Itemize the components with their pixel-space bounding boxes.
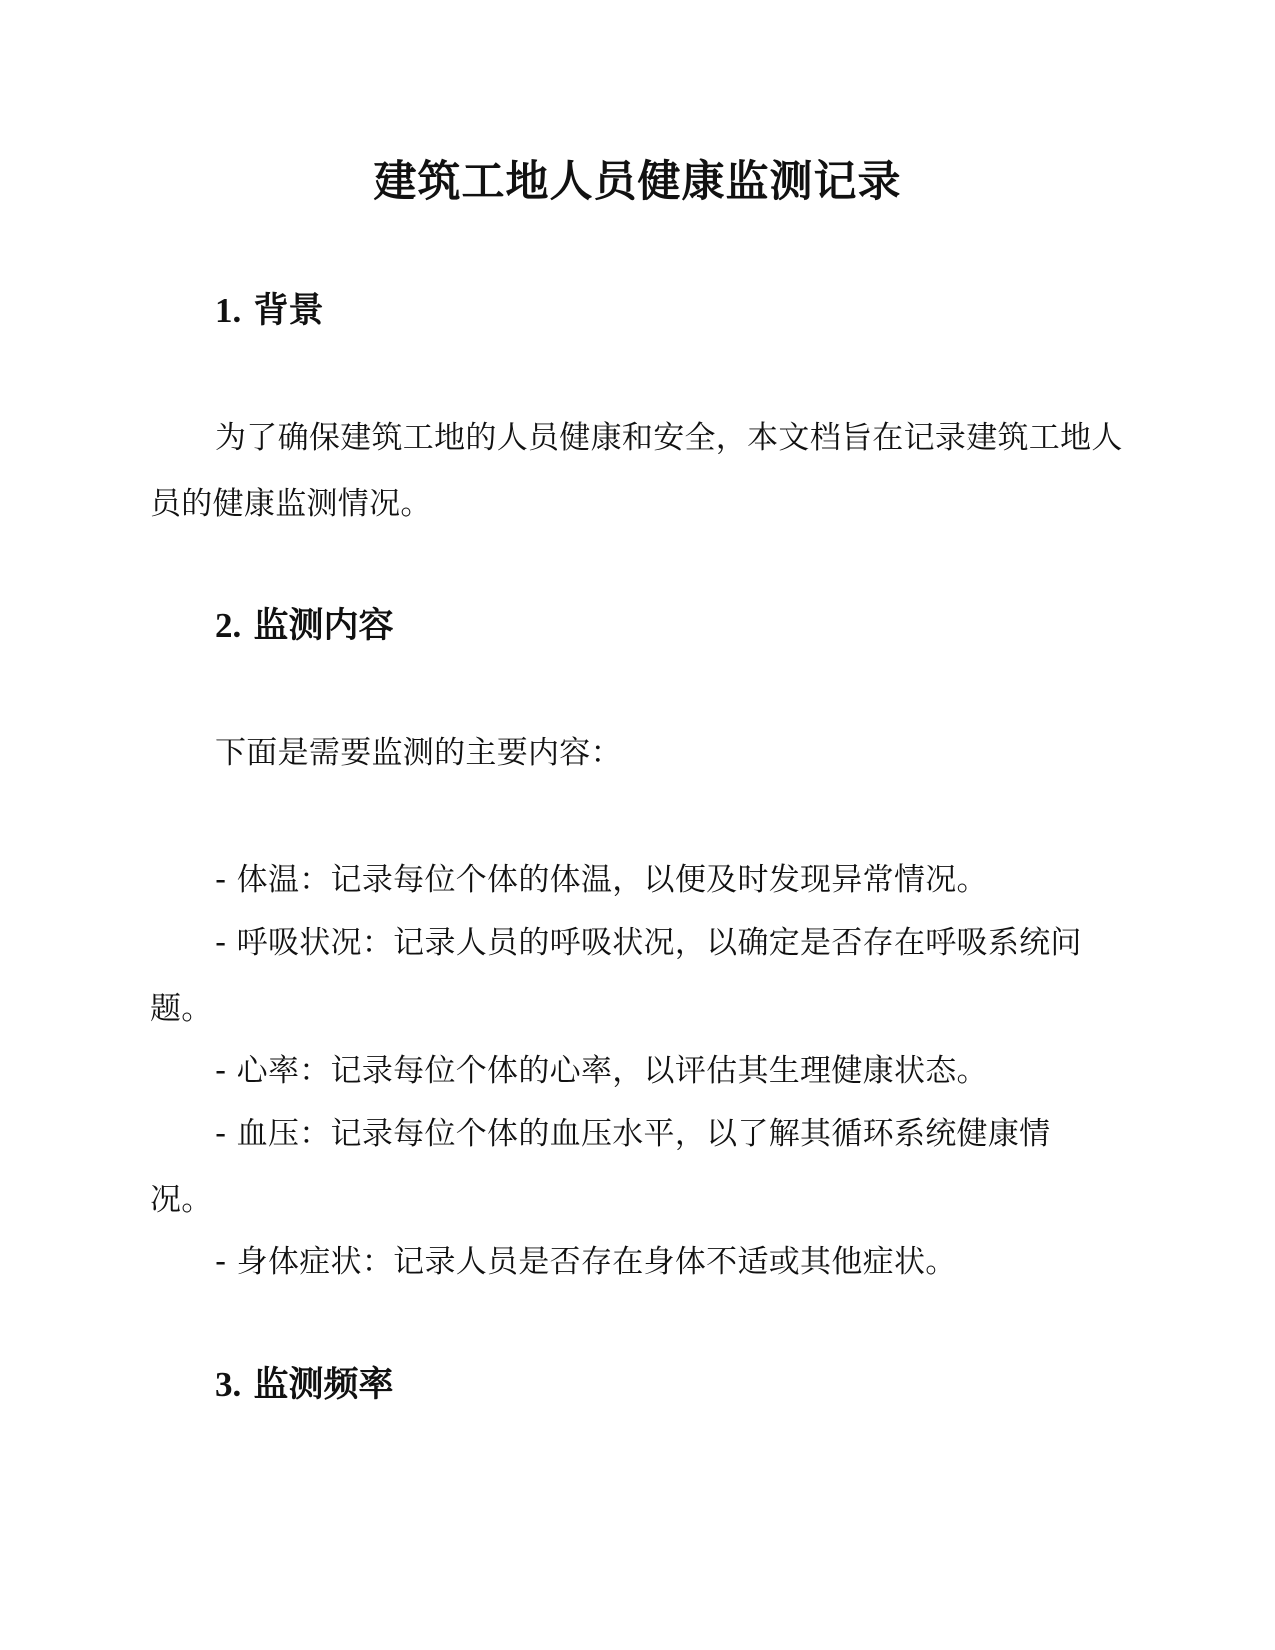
background-paragraph: 为了确保建筑工地的人员健康和安全，本文档旨在记录建筑工地人员的健康监测情况。 [150, 420, 1123, 522]
document-title: 建筑工地人员健康监测记录 [373, 157, 902, 207]
section-title: 背景 [253, 291, 324, 331]
list-item: - 身体症状：记录人员是否存在身体不适或其他症状。 [215, 1244, 957, 1280]
section-number: 1. [215, 291, 242, 330]
section-title: 监测频率 [253, 1365, 394, 1405]
section-number: 3. [215, 1365, 242, 1404]
list-item: - 心率：记录每位个体的心率，以评估其生理健康状态。 [215, 1053, 988, 1089]
section-title: 监测内容 [253, 606, 394, 646]
list-item: - 血压：记录每位个体的血压水平，以了解其循环系统健康情况。 [150, 1116, 1051, 1218]
monitoring-intro-paragraph: 下面是需要监测的主要内容： [215, 735, 622, 771]
section-heading-monitoring-content [215, 603, 393, 649]
section-heading-background [215, 288, 323, 334]
section-number: 2. [215, 606, 242, 645]
section-heading-monitoring-frequency [215, 1362, 393, 1408]
list-item: - 体温：记录每位个体的体温，以便及时发现异常情况。 [215, 862, 988, 898]
list-item: - 呼吸状况：记录人员的呼吸状况，以确定是否存在呼吸系统问题。 [150, 925, 1082, 1027]
